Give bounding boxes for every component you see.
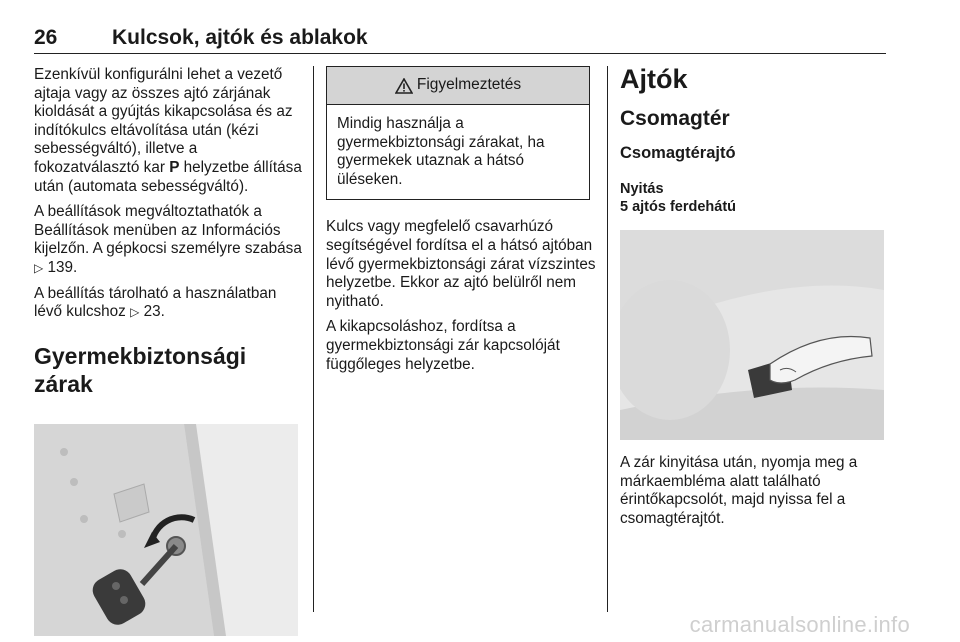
warning-title: Figyelmeztetés: [416, 76, 522, 94]
paragraph: A beállítás tárolható a használatban lévő kulcshoz ▷ 23.: [34, 284, 277, 321]
column-divider: [607, 66, 608, 612]
page-reference-link[interactable]: 139.: [47, 258, 78, 276]
paragraph: Ezenkívül konfigurálni lehet a vezető ajtaja vagy az összes ajtó zárjának kioldását a gyújtás kikapcsolása és az indítókulcs eltávolítása után (kézi sebességváltó), illetve a fokozatválasztó kar P helyzetbe állítása után (automata sebességváltó).: [34, 66, 302, 195]
warning-triangle-icon: [395, 78, 413, 94]
warning-text: Mindig használja a gyermekbiztonsági zárakat, ha gyermekek utaznak a hátsó üléseken.: [337, 115, 545, 188]
page-reference-arrow-icon: ▷: [130, 305, 140, 320]
heading-level-4: 5 ajtós ferdehátú: [620, 199, 737, 215]
paragraph: A beállítások megváltoztathatók a Beállítások menüben az Információs kijelzőn. A gépkocsi személyre szabása ▷ 139.: [34, 203, 302, 276]
watermark: carmanualsonline.info: [689, 612, 910, 637]
heading-level-2: Csomagtér: [620, 107, 730, 130]
page-header: [34, 26, 886, 54]
page-reference-link[interactable]: 23.: [143, 303, 165, 321]
warning-header: [327, 67, 589, 105]
column-middle: [326, 66, 596, 381]
heading-level-4: Nyitás: [620, 181, 664, 197]
page-reference-arrow-icon: ▷: [34, 260, 44, 275]
heading-level-1: Ajtók: [620, 64, 688, 94]
paragraph: A kikapcsoláshoz, fordítsa a gyermekbiztonsági zár kapcsolóját függőleges helyzetbe.: [326, 318, 560, 373]
column-left: [34, 66, 302, 636]
section-heading: Gyermekbiztonsági zárak: [34, 342, 247, 397]
paragraph: Kulcs vagy megfelelő csavarhúzó segítségével fordítsa el a hátsó ajtóban lévő gyermekbiztonsági zárat vízszintes helyzetbe. Ekkor az ajtó belülről nem nyitható.: [326, 218, 596, 310]
warning-box: [326, 66, 590, 200]
tailgate-opening-illustration: [620, 230, 884, 440]
column-right: [620, 66, 890, 535]
column-divider: [313, 66, 314, 612]
page-number: 26: [34, 26, 58, 49]
paragraph: A zár kinyitása után, nyomja meg a márkaembléma alatt található érintőkapcsolót, majd nyissa fel a csomagtérajtót.: [620, 454, 858, 527]
child-lock-illustration: [34, 424, 298, 636]
heading-level-3: Csomagtérajtó: [620, 144, 736, 162]
chapter-title: Kulcsok, ajtók és ablakok: [112, 26, 368, 49]
